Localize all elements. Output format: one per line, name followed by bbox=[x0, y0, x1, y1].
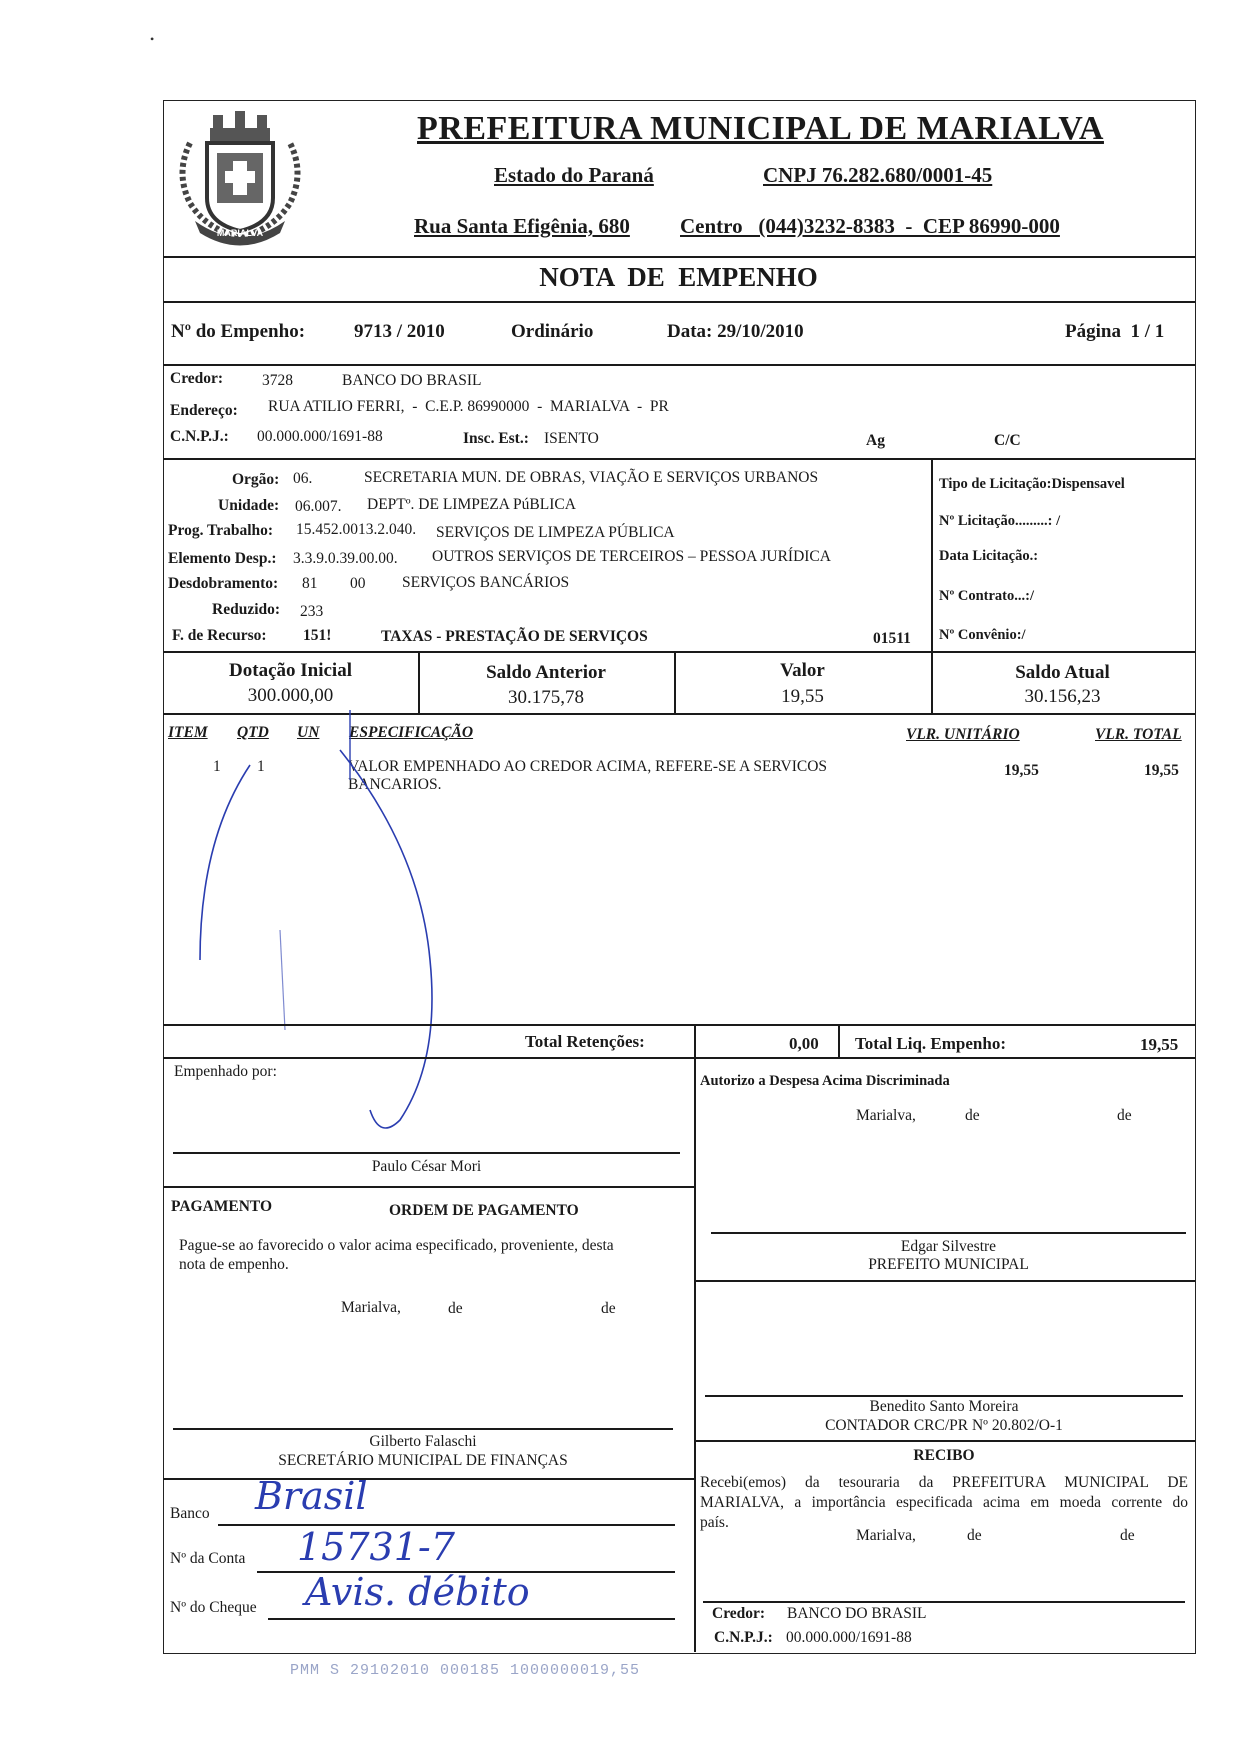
address-header: Rua Santa Efigênia, 680 bbox=[414, 214, 630, 238]
empenho-date: Data: 29/10/2010 bbox=[667, 321, 804, 342]
pagamento-de1: de bbox=[448, 1300, 463, 1317]
scan-mark: • bbox=[150, 32, 155, 46]
col-total-value: VLR. TOTAL bbox=[1095, 726, 1182, 743]
signature-line bbox=[173, 1152, 680, 1154]
divider bbox=[838, 1024, 840, 1058]
agency-label: Ag bbox=[866, 432, 885, 449]
contrato-numero: Nº Contrato...:/ bbox=[939, 588, 1034, 604]
cheque-label: Nº do Cheque bbox=[170, 1599, 257, 1616]
recibo-credor: BANCO DO BRASIL bbox=[787, 1605, 927, 1622]
retencoes-label: Total Retenções: bbox=[525, 1032, 645, 1051]
contador-name: Benedito Santo Moreira bbox=[869, 1398, 1019, 1415]
contact-header: Centro (044)3232-8383 - CEP 86990-000 bbox=[680, 214, 1060, 238]
signature-line bbox=[173, 1428, 673, 1430]
prog-code: 15.452.0013.2.040. bbox=[296, 521, 417, 538]
divider bbox=[694, 1024, 696, 1652]
autorizo-label: Autorizo a Despesa Acima Discriminada bbox=[700, 1073, 950, 1089]
recibo-title: RECIBO bbox=[913, 1447, 975, 1464]
elemento-code: 3.3.9.0.39.00.00. bbox=[293, 550, 398, 567]
autorizo-de1: de bbox=[965, 1107, 980, 1124]
banco-label: Banco bbox=[170, 1505, 210, 1522]
state-name: Estado do Paraná bbox=[494, 163, 654, 187]
contador-role: CONTADOR CRC/PR Nº 20.802/O-1 bbox=[825, 1417, 1063, 1434]
recibo-place: Marialva, bbox=[856, 1527, 916, 1544]
municipality-title: PREFEITURA MUNICIPAL DE MARIALVA bbox=[417, 110, 1104, 147]
account-label: C/C bbox=[994, 432, 1021, 449]
col-un: UN bbox=[297, 724, 320, 741]
col-item: ITEM bbox=[168, 724, 208, 741]
orgao-code: 06. bbox=[293, 470, 313, 487]
convenio-numero: Nº Convênio:/ bbox=[939, 627, 1026, 643]
credor-address: RUA ATILIO FERRI, - C.E.P. 86990000 - MARIALVA - PR bbox=[268, 398, 669, 415]
divider bbox=[163, 1024, 1195, 1026]
signature-line bbox=[703, 1601, 1185, 1603]
divider bbox=[163, 301, 1195, 303]
item-unit-value: 19,55 bbox=[1004, 762, 1039, 779]
saldo-atual-value: 30.156,23 bbox=[1024, 686, 1101, 707]
pagamento-role: SECRETÁRIO MUNICIPAL DE FINANÇAS bbox=[278, 1452, 568, 1469]
retencoes-value: 0,00 bbox=[789, 1034, 819, 1053]
recibo-cnpj-label: C.N.P.J.: bbox=[714, 1629, 773, 1646]
recurso-code: 151! bbox=[303, 627, 332, 644]
credor-cnpj: 00.000.000/1691-88 bbox=[257, 428, 383, 445]
col-spec: ESPECIFICAÇÃO bbox=[349, 724, 474, 741]
item-qtd: 1 bbox=[257, 758, 265, 775]
prog-label: Prog. Trabalho: bbox=[168, 522, 274, 539]
item-total-value: 19,55 bbox=[1144, 762, 1179, 779]
divider bbox=[694, 1440, 1195, 1442]
unidade-code: 06.007. bbox=[295, 498, 342, 515]
autorizo-place: Marialva, bbox=[856, 1107, 916, 1124]
recibo-de2: de bbox=[1120, 1527, 1135, 1544]
empenho-type: Ordinário bbox=[511, 321, 594, 342]
cnpj-label: C.N.P.J.: bbox=[170, 428, 229, 445]
empenhado-name: Paulo César Mori bbox=[371, 1158, 482, 1175]
licitacao-tipo: Tipo de Licitação:Dispensavel bbox=[939, 476, 1125, 492]
autorizo-de2: de bbox=[1117, 1107, 1132, 1124]
recurso-label: F. de Recurso: bbox=[172, 627, 267, 644]
dotacao-value: 300.000,00 bbox=[247, 685, 334, 706]
col-unit-value: VLR. UNITÁRIO bbox=[906, 726, 1020, 743]
desdobramento-code: 81 bbox=[302, 575, 318, 592]
pagamento-place: Marialva, bbox=[341, 1299, 401, 1316]
pagamento-text-2: nota de empenho. bbox=[179, 1256, 289, 1273]
signature-line bbox=[705, 1395, 1183, 1397]
conta-handwritten: 15731-7 bbox=[297, 1525, 455, 1569]
reduzido-label: Reduzido: bbox=[212, 601, 281, 618]
pagamento-label: PAGAMENTO bbox=[171, 1198, 273, 1215]
recibo-credor-label: Credor: bbox=[712, 1605, 766, 1622]
autorizo-role: PREFEITO MUNICIPAL bbox=[868, 1256, 1029, 1273]
divider bbox=[163, 1478, 695, 1480]
cnpj-header: CNPJ 76.282.680/0001-45 bbox=[763, 163, 993, 187]
divider bbox=[163, 1186, 695, 1188]
pagamento-text-1: Pague-se ao favorecido o valor acima especificado, proveniente, desta bbox=[179, 1237, 614, 1254]
banco-handwritten: Brasil bbox=[255, 1474, 368, 1518]
signature-line bbox=[711, 1232, 1186, 1234]
pagamento-signer: Gilberto Falaschi bbox=[369, 1433, 477, 1450]
input-line bbox=[268, 1618, 675, 1620]
liquido-label: Total Liq. Empenho: bbox=[855, 1034, 1006, 1053]
insc-value: ISENTO bbox=[544, 430, 599, 447]
unidade-name: DEPTº. DE LIMPEZA PúBLICA bbox=[367, 496, 576, 513]
reduzido-value: 233 bbox=[300, 603, 324, 620]
liquido-value: 19,55 bbox=[1140, 1035, 1179, 1054]
document-title: NOTA DE EMPENHO bbox=[539, 262, 818, 292]
page-number: Página 1 / 1 bbox=[1065, 321, 1165, 342]
recurso-number: 01511 bbox=[873, 630, 911, 647]
divider bbox=[163, 651, 1195, 653]
empenho-number: 9713 / 2010 bbox=[354, 321, 445, 342]
orgao-label: Orgão: bbox=[232, 471, 280, 488]
recibo-text-2: MARIALVA, a importância especificada acima em moeda corrente do bbox=[700, 1494, 1188, 1511]
orgao-name: SECRETARIA MUN. DE OBRAS, VIAÇÃO E SERVIÇOS URBANOS bbox=[364, 469, 819, 486]
divider bbox=[163, 256, 1195, 258]
divider bbox=[163, 364, 1195, 366]
dotacao-label: Dotação Inicial bbox=[229, 660, 352, 681]
saldo-atual-label: Saldo Atual bbox=[1015, 662, 1110, 683]
licitacao-data: Data Licitação.: bbox=[939, 548, 1039, 564]
recurso-name: TAXAS - PRESTAÇÃO DE SERVIÇOS bbox=[381, 628, 648, 645]
divider bbox=[163, 458, 1195, 460]
autorizo-signer: Edgar Silvestre bbox=[900, 1238, 997, 1255]
divider bbox=[931, 458, 933, 652]
credor-name: BANCO DO BRASIL bbox=[342, 372, 482, 389]
elemento-label: Elemento Desp.: bbox=[168, 550, 277, 567]
item-spec-line1: VALOR EMPENHADO AO CREDOR ACIMA, REFERE-SE A SERVICOS bbox=[348, 758, 828, 775]
prog-name: SERVIÇOS DE LIMPEZA PÚBLICA bbox=[436, 524, 675, 541]
address-label: Endereço: bbox=[170, 402, 238, 419]
empenhado-label: Empenhado por: bbox=[174, 1063, 277, 1080]
licitacao-numero: Nº Licitação.........: / bbox=[939, 513, 1061, 529]
recibo-text-3: país. bbox=[700, 1514, 729, 1531]
valor-label: Valor bbox=[780, 660, 825, 681]
recibo-cnpj: 00.000.000/1691-88 bbox=[786, 1629, 912, 1646]
desdobramento-sub: 00 bbox=[350, 575, 366, 592]
recibo-text-1: Recebi(emos) da tesouraria da PREFEITURA MUNICIPAL DE bbox=[700, 1474, 1188, 1491]
recibo-de1: de bbox=[967, 1527, 982, 1544]
desdobramento-label: Desdobramento: bbox=[168, 575, 279, 592]
desdobramento-name: SERVIÇOS BANCÁRIOS bbox=[402, 574, 570, 591]
saldo-anterior-label: Saldo Anterior bbox=[486, 662, 606, 683]
insc-label: Insc. Est.: bbox=[463, 430, 529, 447]
coat-of-arms-icon bbox=[165, 103, 315, 253]
item-spec-line2: BANCARIOS. bbox=[348, 776, 442, 793]
divider bbox=[694, 1280, 1195, 1282]
coat-of-arms-banner: MARIALVA bbox=[216, 228, 264, 238]
bank-stamp: PMM S 29102010 000185 1000000019,55 bbox=[290, 1662, 641, 1679]
conta-label: Nº da Conta bbox=[170, 1550, 246, 1567]
valor-value: 19,55 bbox=[781, 686, 824, 707]
saldo-anterior-value: 30.175,78 bbox=[508, 687, 584, 708]
credor-label: Credor: bbox=[170, 370, 224, 387]
col-qtd: QTD bbox=[237, 724, 269, 741]
elemento-name: OUTROS SERVIÇOS DE TERCEIROS – PESSOA JURÍDICA bbox=[432, 548, 831, 565]
divider bbox=[163, 1057, 1195, 1059]
empenho-label: Nº do Empenho: bbox=[171, 321, 306, 342]
ordem-label: ORDEM DE PAGAMENTO bbox=[389, 1202, 579, 1219]
unidade-label: Unidade: bbox=[218, 497, 280, 514]
pagamento-de2: de bbox=[601, 1300, 616, 1317]
cheque-handwritten: Avis. débito bbox=[305, 1570, 530, 1614]
credor-code: 3728 bbox=[262, 372, 293, 389]
item-number: 1 bbox=[213, 758, 221, 775]
